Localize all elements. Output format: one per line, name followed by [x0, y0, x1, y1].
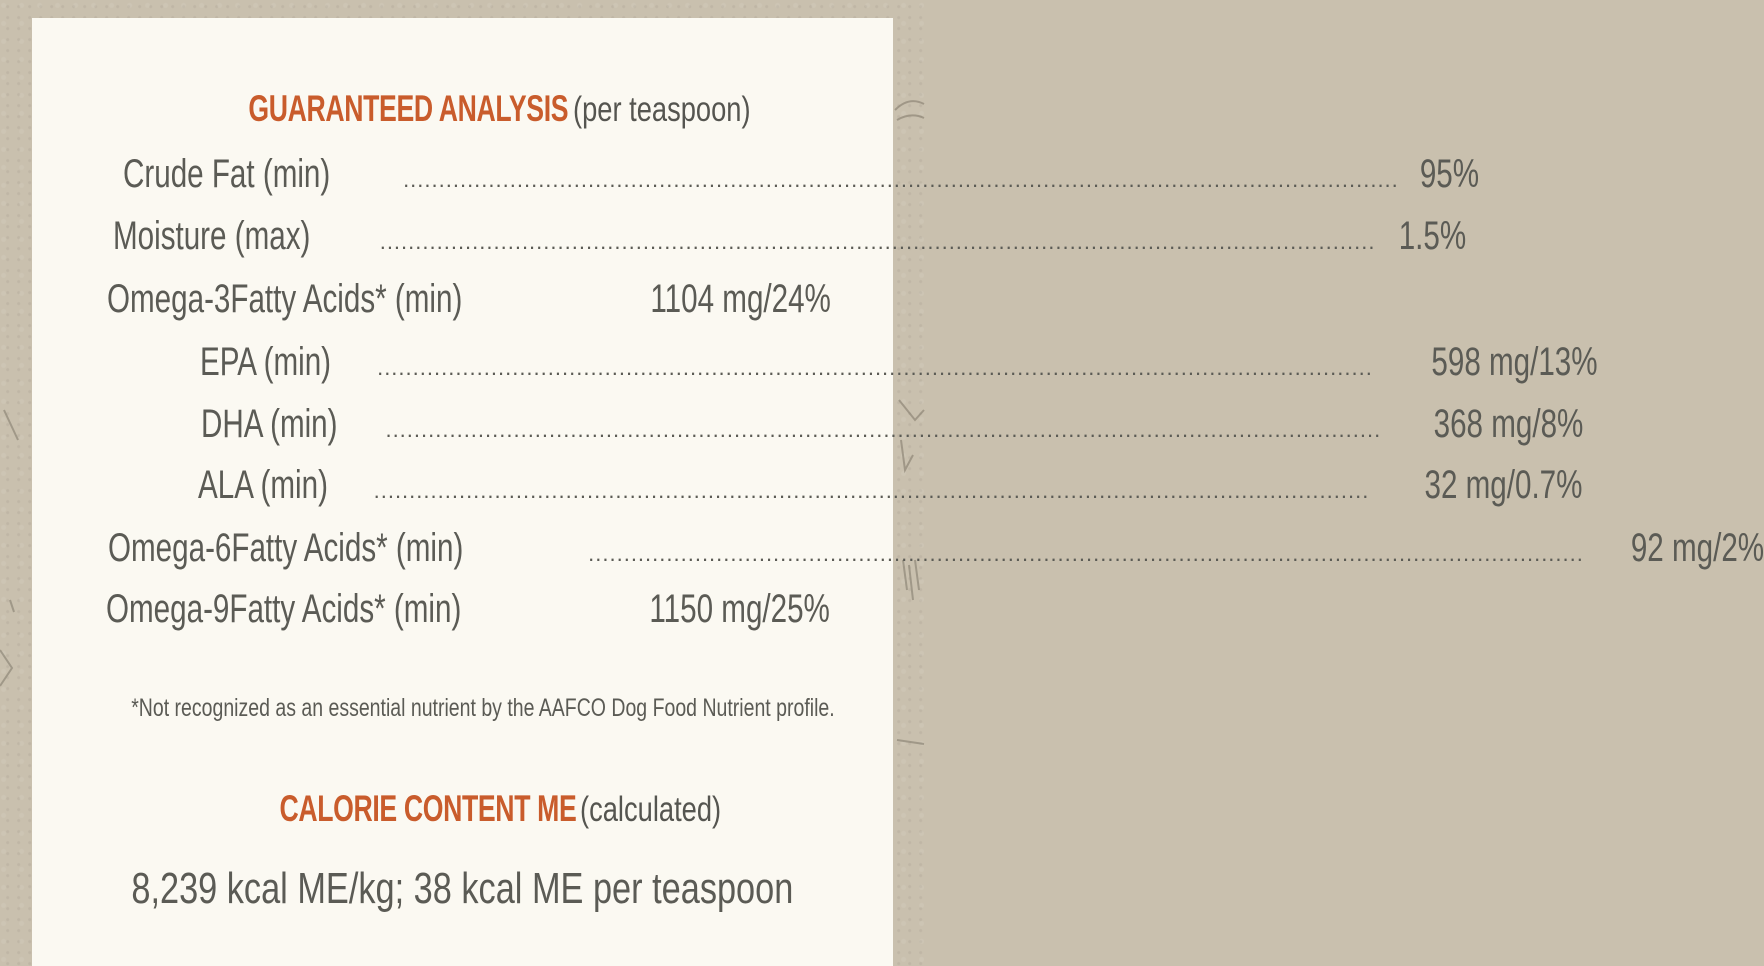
dot-leader: ............................................................................................................................................ [385, 417, 1382, 442]
left-sketch-decoration [0, 0, 32, 966]
dot-leader: ............................................................................................................................................ [588, 541, 1584, 566]
analysis-row-value: 598 mg/13% [1431, 340, 1598, 384]
analysis-row-value: 1.5% [1399, 214, 1467, 258]
analysis-row-omega-6 [108, 522, 1764, 574]
analysis-row-name: Omega-3Fatty Acids* (min) [107, 277, 463, 321]
analysis-row-name: Moisture (max) [113, 214, 311, 258]
analysis-row-epa [200, 336, 1598, 388]
guaranteed-analysis-subtitle: (per teaspoon) [572, 90, 751, 129]
analysis-row-crude-fat [123, 148, 1479, 200]
analysis-row-value: 32 mg/0.7% [1424, 463, 1583, 507]
calorie-content-title: CALORIE CONTENT ME [279, 788, 576, 829]
analysis-row-omega-9 [106, 583, 831, 635]
analysis-row-name: Omega-6Fatty Acids* (min) [108, 526, 464, 570]
analysis-row-name: EPA (min) [200, 340, 332, 384]
analysis-row-name: DHA (min) [201, 402, 338, 446]
analysis-row-value: 95% [1419, 152, 1479, 196]
guaranteed-analysis-title: GUARANTEED ANALYSIS [248, 88, 569, 129]
dot-leader: ............................................................................................................................................ [373, 478, 1370, 503]
aafco-footnote [32, 694, 893, 723]
analysis-row-name: Omega-9Fatty Acids* (min) [106, 587, 462, 631]
analysis-row-value: 1150 mg/25% [649, 587, 831, 631]
dot-leader: ............................................................................................................................................ [379, 229, 1376, 254]
analysis-row-name: Crude Fat (min) [123, 152, 331, 196]
analysis-row-dha [201, 398, 1584, 450]
analysis-row-value: 1104 mg/24% [650, 277, 832, 321]
analysis-row-value: 92 mg/2% [1630, 526, 1764, 570]
analysis-row-omega-3 [107, 273, 832, 325]
nutrition-label-panel [32, 18, 1764, 966]
analysis-row-name: ALA (min) [198, 463, 328, 507]
dot-leader: ............................................................................................................................................ [377, 355, 1373, 380]
analysis-row-ala [198, 459, 1583, 511]
calorie-content-value [32, 864, 893, 914]
analysis-row-moisture [113, 210, 1467, 262]
calorie-content-heading [32, 788, 893, 830]
dot-leader: ............................................................................................................................................ [403, 167, 1399, 192]
aafco-footnote-text: *Not recognized as an essential nutrient by the AAFCO Dog Food Nutrient profile. [131, 694, 835, 722]
analysis-row-value: 368 mg/8% [1433, 402, 1584, 446]
calorie-content-subtitle: (calculated) [580, 790, 722, 829]
calorie-content-value-text: 8,239 kcal ME/kg; 38 kcal ME per teaspoon [131, 864, 794, 913]
guaranteed-analysis-heading [32, 88, 893, 130]
